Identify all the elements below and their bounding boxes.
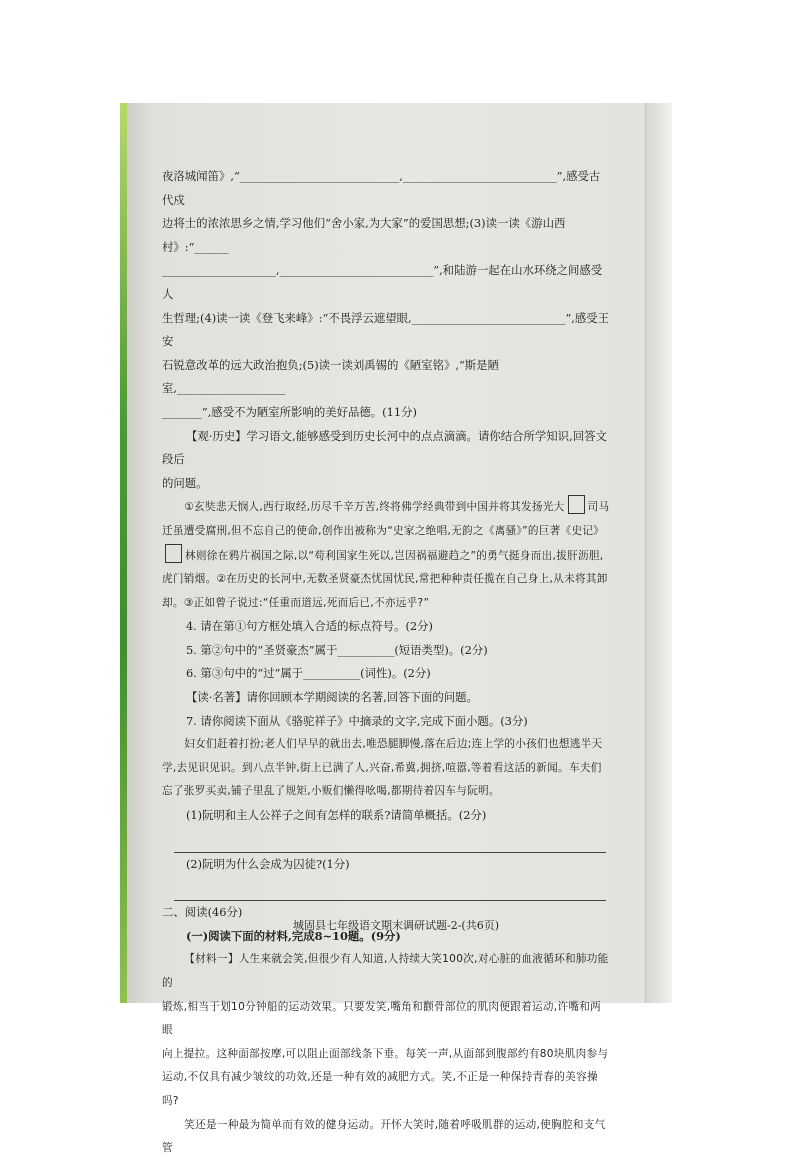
line-text: _______”,感受不为陋室所影响的美好品德。(11分): [162, 404, 417, 419]
page-right-margin: [645, 103, 672, 1003]
text-line: [162, 592, 610, 616]
line-text: 笑还是一种最为简单而有效的健身运动。开怀大笑时,随着呼吸肌群的运动,使胸腔和支气管: [162, 1118, 606, 1155]
line-text: ①玄奘悲天悯人,西行取经,历尽千辛万苦,终将佛学经典带到中国并将其发扬光大: [184, 501, 565, 514]
text-line: [162, 259, 610, 306]
line-text: 忘了张罗买卖,铺子里乱了规矩,小贩们懒得吆喝,都期待着囚车与阮明。: [162, 785, 500, 798]
text-line: [162, 401, 610, 425]
text-line: [162, 780, 610, 804]
line-text: 边将士的浓浓思乡之情,学习他们“舍小家,为大家”的爱国思想;(3)读一读《游山西村》:“______: [162, 216, 566, 254]
line-text: 4. 请在第①句方框处填入合适的标点符号。(2分): [185, 619, 433, 634]
green-binding-edge: [120, 103, 127, 1003]
text-line: [162, 212, 610, 259]
answer-line[interactable]: [174, 828, 606, 853]
text-line: [162, 853, 610, 877]
text-line: [162, 307, 610, 354]
text-line: [162, 686, 610, 710]
text-line: [162, 568, 610, 592]
punctuation-answer-box[interactable]: [165, 544, 182, 563]
line-text: (一)阅读下面的材料,完成8~10题。(9分): [185, 928, 401, 943]
text-line: [162, 733, 610, 757]
line-text: 生哲理;(4)读一读《登飞来峰》:“不畏浮云遮望眼,___________________________”,感受王安: [162, 310, 610, 349]
text-line: [162, 996, 610, 1043]
line-text: 6. 第③句中的“过”属于__________(词性)。(2分): [185, 666, 431, 681]
text-line: [162, 1043, 610, 1067]
text-line: [162, 804, 610, 828]
line-text: 【读·名著】请你回顾本学期阅读的名著,回答下面的问题。: [185, 690, 478, 705]
line-text: 7. 请你阅读下面从《骆驼祥子》中摘录的文字,完成下面小题。(3分): [185, 713, 528, 728]
line-text-after-box: 司马: [587, 501, 610, 514]
line-text-after-box: 林则徐在鸦片祸国之际,以“苟利国家生死以,岂因祸福避趋之”的勇气挺身而出,拔肝沥胆,: [185, 549, 604, 562]
line-text: 【材料一】人生来就会笑,但很少有人知道,人持续大笑100次,对心脏的血液循环和肺功能的: [162, 953, 609, 989]
exam-page-photo: [120, 103, 672, 1155]
text-line: [162, 615, 610, 639]
answer-line[interactable]: [174, 876, 606, 901]
line-text: 妇女们赶着打扮;老人们早早的就出去,唯恐腿脚慢,落在后边;连上学的小孩们也想逃半天: [184, 738, 603, 751]
line-text: 的问题。: [162, 475, 208, 490]
text-line: [162, 354, 610, 401]
text-line: [162, 948, 610, 995]
text-line: [162, 472, 610, 496]
line-text: 【观·历史】学习语文,能够感受到历史长河中的点点滴滴。请你结合所学知识,回答文段后: [162, 428, 607, 467]
line-text: (1)阮明和主人公祥子之间有怎样的联系?请简单概括。(2分): [185, 808, 487, 823]
text-line: [162, 520, 610, 544]
punctuation-answer-box[interactable]: [568, 495, 585, 514]
line-text: 夜洛城闻笛》,“____________________________,___________________________”,感受古代戍: [162, 169, 601, 207]
text-line: [162, 639, 610, 663]
text-line: [162, 165, 610, 212]
line-text: 向上提拉。这种面部按摩,可以阻止面部线条下垂。每笑一声,从面部到腹部约有80块肌肉参与: [162, 1047, 609, 1060]
text-line: [162, 544, 610, 569]
text-line: [162, 662, 610, 686]
line-text: 学,去见识见识。到八点半钟,街上已满了人,兴奋,希冀,拥挤,喧嚣,等着看这活的新闻。车夫们: [162, 761, 602, 774]
line-text: 石锐意改革的远大政治抱负;(5)读一读刘禹锡的《陋室铭》,“斯是陋室,___________________: [162, 357, 499, 396]
line-text: 锻炼,相当于划10分钟船的运动效果。只要发笑,嘴角和颧骨部位的肌肉便跟着运动,许嘴和两眼: [162, 1000, 602, 1037]
text-line: [162, 1066, 610, 1113]
text-line: [162, 425, 610, 472]
page-footer: 城固县七年级语文期末调研试题-2-(共6页): [292, 919, 499, 932]
line-text: 却。③正如曾子说过:“任重而道远,死而后已,不亦远乎?”: [162, 596, 430, 609]
text-line: [162, 1114, 610, 1161]
line-text: (2)阮明为什么会成为囚徒?(1分): [185, 856, 350, 871]
line-text: 迁虽遭受腐刑,但不忘自己的使命,创作出被称为“史家之绝唱,无韵之《离骚》”的巨著《史记》: [162, 524, 605, 537]
line-text: 运动,不仅具有减少皱纹的功效,还是一种有效的减肥方式。笑,不正是一种保持青春的美容操吗?: [162, 1071, 598, 1107]
text-line: [162, 757, 610, 781]
text-line: [162, 710, 610, 734]
line-text: 二、阅读(46分): [162, 905, 243, 920]
line-text: 5. 第②句中的“圣贤豪杰”属于__________(短语类型)。(2分): [185, 642, 488, 657]
line-text: 虎门销烟。②在历史的长河中,无数圣贤豪杰忧国忧民,常把种种责任揽在自己身上,从未将其卸: [162, 573, 608, 586]
line-text: ____________________,___________________________”,和陆游一起在山水环绕之间感受人: [162, 263, 603, 301]
exam-text: [162, 165, 610, 1161]
text-line: [162, 495, 610, 520]
